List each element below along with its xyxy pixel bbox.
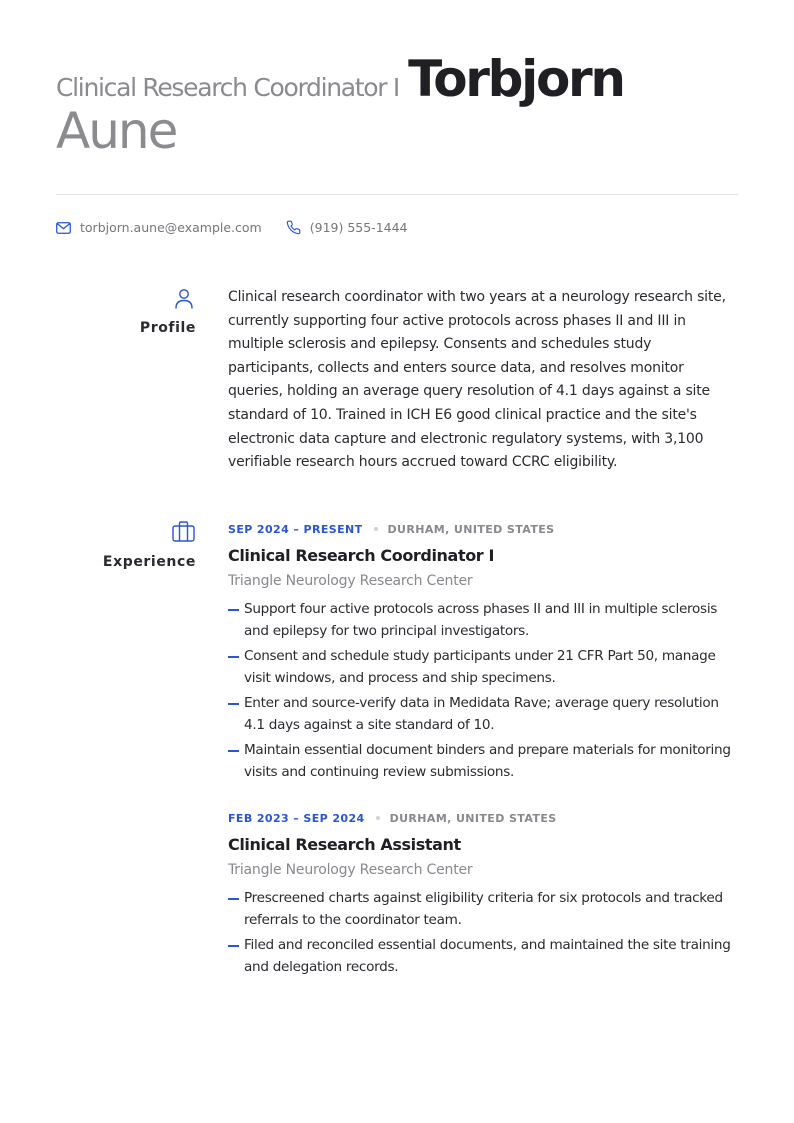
bullet-text: Support four active protocols across phases II and III in multiple sclerosis and epilepsy for two principal investigators.	[244, 601, 718, 639]
job-bullets	[228, 888, 738, 978]
dash-marker	[228, 750, 239, 752]
job-bullets	[228, 599, 738, 783]
header-divider	[56, 194, 738, 195]
job-entry	[228, 811, 738, 982]
user-icon	[174, 288, 194, 309]
job-organization: Triangle Neurology Research Center	[228, 862, 473, 878]
job-dates: FEB 2023 – SEP 2024	[228, 811, 365, 825]
briefcase-icon	[172, 521, 195, 542]
bullet-text: Filed and reconciled essential documents, and maintained the site training and delegation records.	[244, 937, 731, 975]
bullet-item	[228, 935, 738, 978]
resume-header	[56, 50, 738, 160]
job-role: Clinical Research Assistant	[228, 835, 461, 854]
phone-contact[interactable]	[286, 220, 408, 235]
bullet-item	[228, 888, 738, 931]
phone-text: (919) 555-1444	[309, 220, 408, 235]
mail-icon	[56, 222, 71, 234]
dash-marker	[228, 703, 239, 705]
bullet-text: Consent and schedule study participants under 21 CFR Part 50, manage visit windows, and process and ship specimens.	[244, 648, 716, 686]
job-title: Clinical Research Coordinator I	[56, 73, 399, 102]
bullet-text: Prescreened charts against eligibility criteria for six protocols and tracked referrals to the coordinator team.	[244, 890, 723, 928]
job-location: DURHAM, UNITED STATES	[387, 522, 555, 536]
profile-label: Profile	[139, 320, 196, 336]
email-contact[interactable]	[56, 220, 262, 235]
bullet-item	[228, 740, 738, 783]
job-location: DURHAM, UNITED STATES	[389, 811, 557, 825]
bullet-item	[228, 646, 738, 689]
job-entry	[228, 522, 738, 787]
meta-separator	[376, 816, 380, 820]
job-meta	[228, 811, 738, 825]
dash-marker	[228, 945, 239, 947]
title-line	[56, 50, 738, 108]
job-organization: Triangle Neurology Research Center	[228, 573, 473, 589]
profile-summary: Clinical research coordinator with two years at a neurology research site, currently supporting four active protocols across phases II and III in multiple sclerosis and epilepsy. Consents and schedules study participants, collects and enters source data, and resolves monitor queries, holding an average query resolution of 4.1 days against a site standard of 10. Trained in ICH E6 good clinical practice and the site's electronic data capture and electronic regulatory systems, with 3,100 verifiable research hours accrued toward CCRC eligibility.	[228, 289, 726, 471]
bullet-text: Enter and source-verify data in Medidata Rave; average query resolution 4.1 days against a site standard of 10.	[244, 695, 719, 733]
bullet-item	[228, 599, 738, 642]
job-meta	[228, 522, 738, 536]
dash-marker	[228, 656, 239, 658]
dash-marker	[228, 898, 239, 900]
dash-marker	[228, 609, 239, 611]
phone-icon	[286, 220, 301, 235]
bullet-text: Maintain essential document binders and prepare materials for monitoring visits and continuing review submissions.	[244, 742, 731, 780]
job-dates: SEP 2024 – PRESENT	[228, 522, 363, 536]
bullet-item	[228, 693, 738, 736]
job-role: Clinical Research Coordinator I	[228, 546, 494, 565]
email-text: torbjorn.aune@example.com	[80, 220, 262, 235]
meta-separator	[374, 527, 378, 531]
first-name: Torbjorn	[408, 50, 624, 108]
experience-label: Experience	[102, 554, 196, 570]
last-name: Aune	[56, 102, 177, 160]
contact-bar	[56, 220, 408, 235]
